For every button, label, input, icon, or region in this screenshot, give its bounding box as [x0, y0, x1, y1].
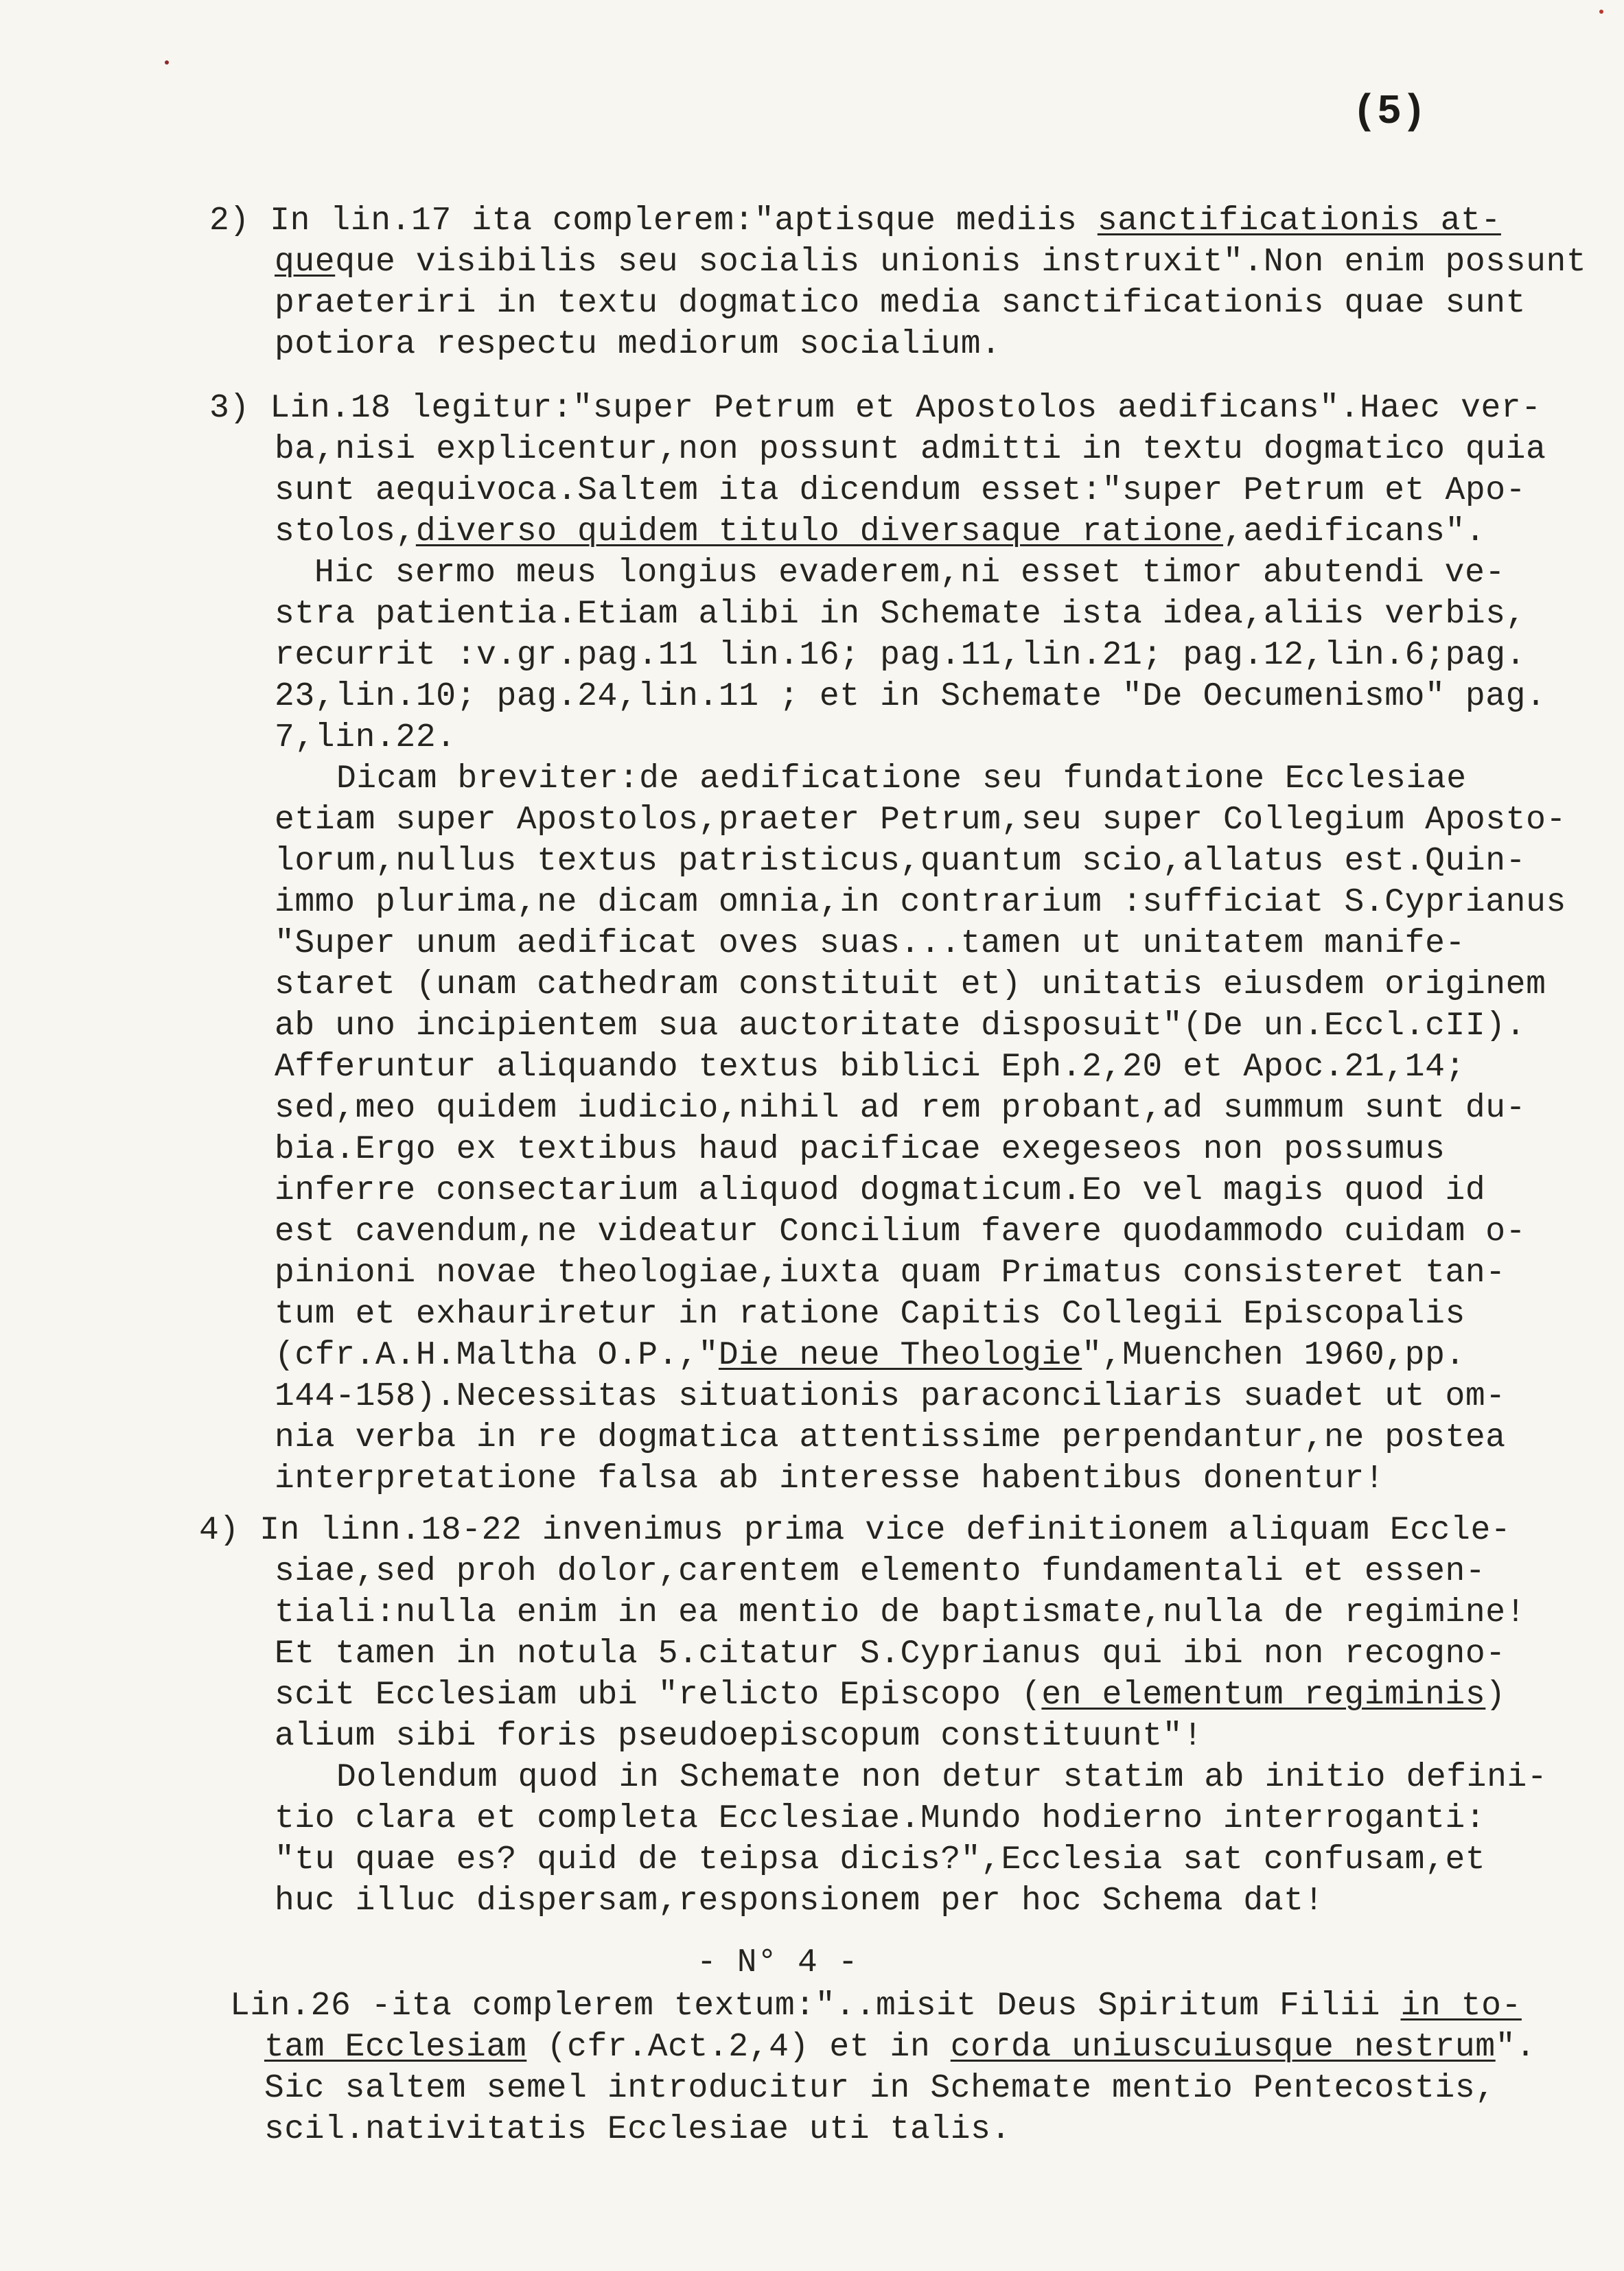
text-line: tiali:nulla enim in ea mentio de baptismate,nulla de regimine!: [275, 1594, 1527, 1631]
text-line: "Super unum aedificat oves suas...tamen ut unitatem manife-: [275, 925, 1465, 962]
text-line: potiora respectu mediorum socialium.: [275, 326, 1001, 363]
text-line: 3) Lin.18 legitur:"super Petrum et Apostolos aedificans".Haec ver-: [209, 390, 1542, 427]
text-line: Dolendum quod in Schemate non detur statim ab initio defini-: [336, 1759, 1548, 1796]
ink-speck: [1599, 10, 1603, 14]
text-line: Dicam breviter:de aedificatione seu fundatione Ecclesiae: [336, 760, 1467, 797]
text-line: immo plurima,ne dicam omnia,in contrarium :sufficiat S.Cyprianus: [275, 884, 1566, 921]
underlined-phrase: in to-: [1400, 1988, 1522, 2025]
text-line: 4) In linn.18-22 invenimus prima vice definitionem aliquam Eccle-: [199, 1512, 1511, 1549]
text-line: Afferuntur aliquando textus biblici Eph.2,20 et Apoc.21,14;: [275, 1049, 1465, 1086]
text-line: (cfr.A.H.Maltha O.P.,"Die neue Theologie",Muenchen 1960,pp.: [275, 1337, 1465, 1374]
text-line: inferre consectarium aliquod dogmaticum.Eo vel magis quod id: [275, 1172, 1486, 1209]
underlined-phrase: sanctificationis at-: [1097, 202, 1501, 240]
text-line: stolos,diverso quidem titulo diversaque ratione,aedificans".: [275, 513, 1486, 550]
text-line: recurrit :v.gr.pag.11 lin.16; pag.11,lin.21; pag.12,lin.6;pag.: [275, 637, 1527, 674]
text-line: 2) In lin.17 ita complerem:"aptisque mediis sanctificationis at-: [209, 202, 1501, 240]
text-line: 7,lin.22.: [275, 719, 456, 756]
text-line: 144-158).Necessitas situationis paraconciliaris suadet ut om-: [275, 1378, 1506, 1415]
underlined-phrase: en elementum regiminis: [1041, 1677, 1486, 1714]
text-line: Sic saltem semel introducitur in Schemate mentio Pentecostis,: [264, 2070, 1496, 2107]
text-line: siae,sed proh dolor,carentem elemento fundamentali et essen-: [275, 1553, 1486, 1590]
page-number: (5): [1352, 89, 1427, 136]
text-line: alium sibi foris pseudoepiscopum constituunt"!: [275, 1718, 1203, 1755]
text-line: pinioni novae theologiae,iuxta quam Primatus consisteret tan-: [275, 1255, 1506, 1292]
text-line: praeteriri in textu dogmatico media sanctificationis quae sunt: [275, 285, 1527, 322]
text-line: tum et exhauriretur in ratione Capitis Collegii Episcopalis: [275, 1296, 1465, 1333]
text-line: staret (unam cathedram constituit et) unitatis eiusdem originem: [275, 966, 1546, 1003]
underlined-phrase: que: [275, 244, 336, 281]
text-line: ba,nisi explicentur,non possunt admitti in textu dogmatico quia: [275, 431, 1546, 468]
text-line: tam Ecclesiam (cfr.Act.2,4) et in corda uniuscuiusque nestrum".: [264, 2029, 1536, 2066]
text-line: Lin.26 -ita complerem textum:"..misit Deus Spiritum Filii in to-: [230, 1988, 1522, 2025]
text-line: scil.nativitatis Ecclesiae uti talis.: [264, 2111, 1011, 2148]
text-line: Hic sermo meus longius evaderem,ni esset timor abutendi ve-: [314, 555, 1505, 592]
text-line: etiam super Apostolos,praeter Petrum,seu super Collegium Aposto-: [275, 802, 1566, 839]
text-line: queque visibilis seu socialis unionis instruxit".Non enim possunt: [275, 244, 1587, 281]
text-line: ab uno incipientem sua auctoritate disposuit"(De un.Eccl.cII).: [275, 1008, 1527, 1045]
underlined-phrase: diverso quidem titulo diversaque ratione: [415, 513, 1224, 550]
underlined-phrase: tam Ecclesiam: [264, 2029, 527, 2066]
section-heading: - N° 4 -: [697, 1944, 859, 1981]
text-line: sed,meo quidem iudicio,nihil ad rem probant,ad summum sunt du-: [275, 1090, 1527, 1127]
text-line: 23,lin.10; pag.24,lin.11 ; et in Schemate "De Oecumenismo" pag.: [275, 678, 1546, 715]
text-line: sunt aequivoca.Saltem ita dicendum esset:"super Petrum et Apo-: [275, 472, 1527, 509]
text-line: lorum,nullus textus patristicus,quantum scio,allatus est.Quin-: [275, 843, 1527, 880]
text-line: nia verba in re dogmatica attentissime perpendantur,ne postea: [275, 1419, 1506, 1456]
text-line: interpretatione falsa ab interesse habentibus donentur!: [275, 1460, 1385, 1498]
text-line: stra patientia.Etiam alibi in Schemate ista idea,aliis verbis,: [275, 596, 1527, 633]
text-line: Et tamen in notula 5.citatur S.Cyprianus qui ibi non recogno-: [275, 1635, 1506, 1673]
text-line: huc illuc dispersam,responsionem per hoc Schema dat!: [275, 1883, 1325, 1920]
ink-speck: [165, 60, 169, 65]
underlined-title: Die neue Theologie: [718, 1337, 1082, 1374]
text-line: bia.Ergo ex textibus haud pacificae exegeseos non possumus: [275, 1131, 1446, 1168]
text-line: tio clara et completa Ecclesiae.Mundo hodierno interroganti:: [275, 1800, 1486, 1837]
text-line: est cavendum,ne videatur Concilium favere quodammodo cuidam o-: [275, 1213, 1527, 1250]
text-line: "tu quae es? quid de teipsa dicis?",Ecclesia sat confusam,et: [275, 1841, 1486, 1878]
underlined-phrase: corda uniuscuiusque nestrum: [950, 2029, 1496, 2066]
text-line: scit Ecclesiam ubi "relicto Episcopo (en elementum regiminis): [275, 1677, 1506, 1714]
